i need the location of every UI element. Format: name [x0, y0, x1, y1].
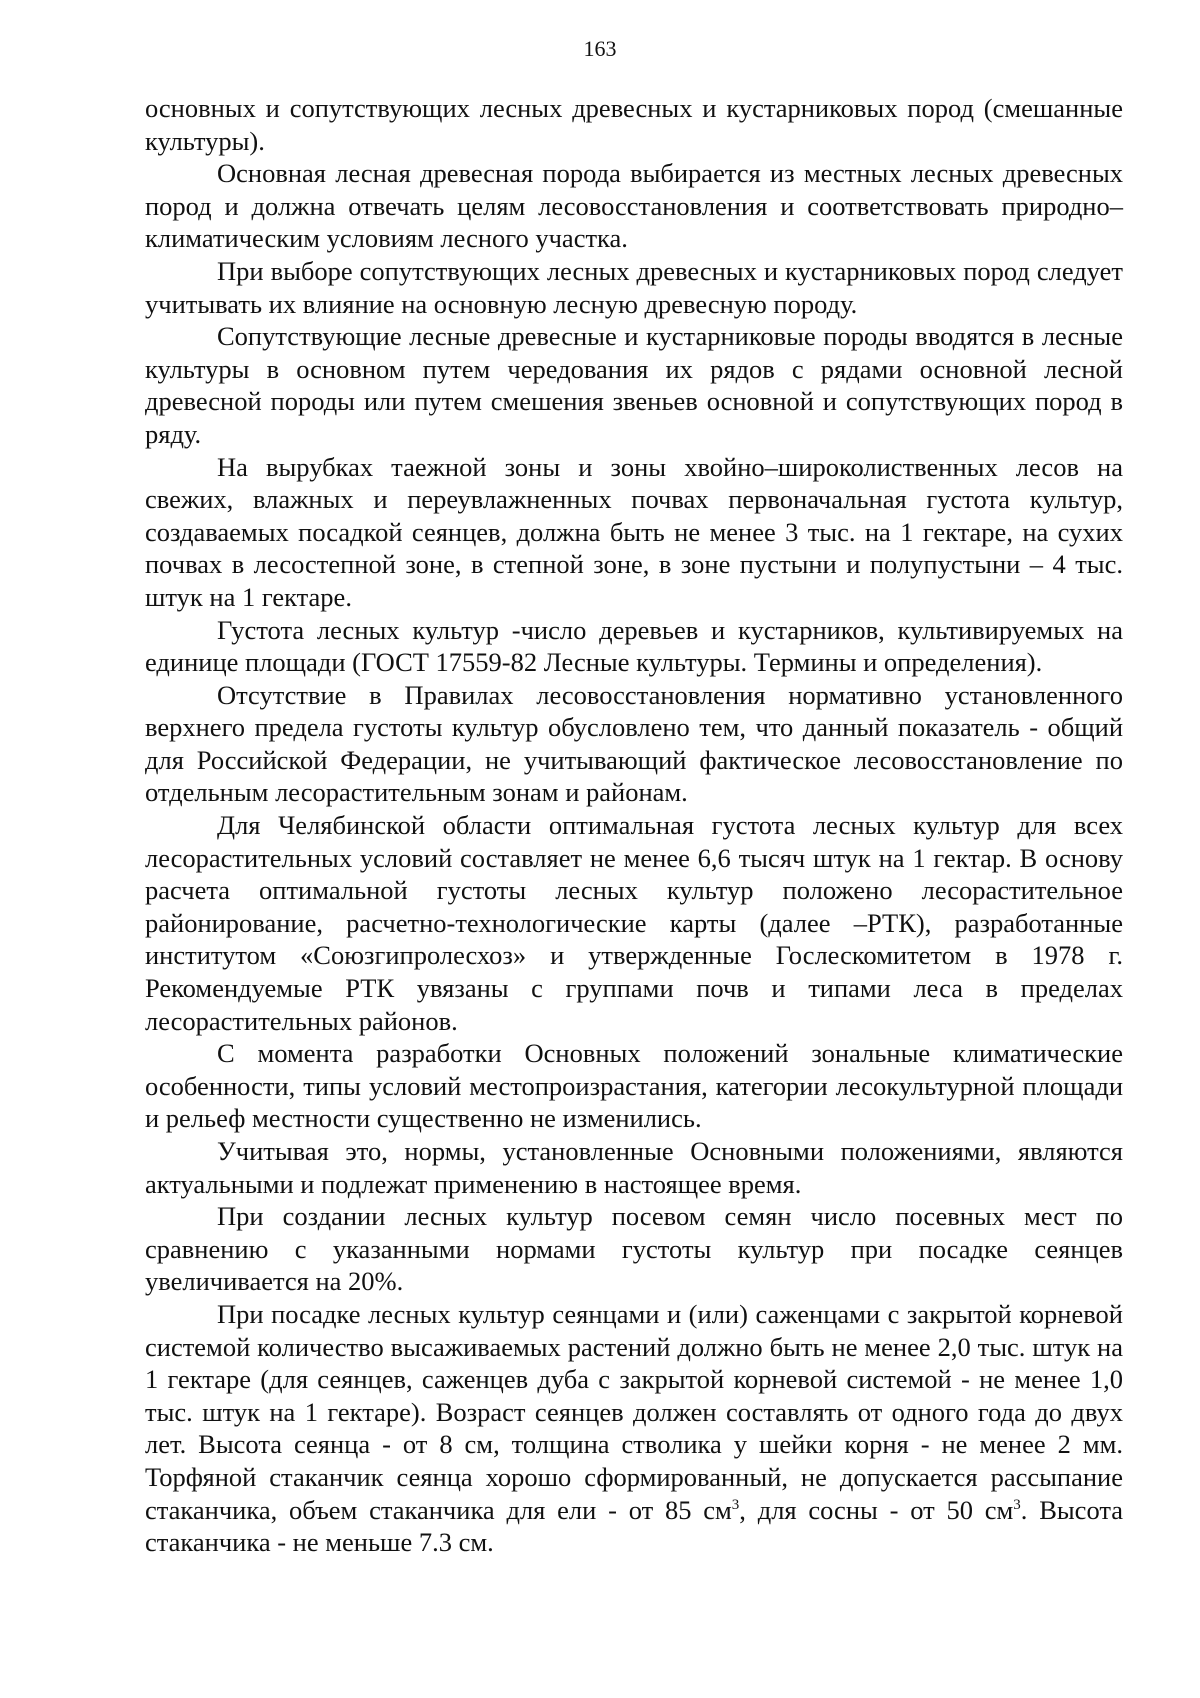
paragraph-text: . Высота стаканчика - не меньше 7.3 см. — [145, 1494, 1124, 1558]
superscript: 3 — [731, 1496, 740, 1513]
paragraph: Основная лесная древесная порода выбирается из местных лесных древесных пород и должна отвечать целям лесовосстановления и соответствовать природно–климатическим условиям лесного участка. — [145, 158, 1123, 254]
paragraph: Отсутствие в Правилах лесовосстановления нормативно установленного верхнего предела густоты культур обусловлено тем, что данный показатель - общий для Российской Федерации, не учитывающий фактическое лесовосстановление по отдельным лесорастительным зонам и районам. — [145, 679, 1123, 808]
paragraph-last — [145, 1298, 1123, 1559]
paragraph: С момента разработки Основных положений зональные климатические особенности, типы условий местопроизрастания, категории лесокультурной площади и рельеф местности существенно не изменились. — [145, 1038, 1123, 1134]
superscript: 3 — [1013, 1496, 1021, 1513]
paragraph: При выборе сопутствующих лесных древесных и кустарниковых пород следует учитывать их влияние на основную лесную древесную породу. — [145, 255, 1123, 319]
paragraph: Сопутствующие лесные древесные и кустарниковые породы вводятся в лесные культуры в основном путем чередования их рядов с рядами основной лесной древесной породы или путем смешения звеньев основной и сопутствующих пород в ряду. — [145, 321, 1123, 449]
paragraph: Для Челябинской области оптимальная густота лесных культур для всех лесорастительных условий составляет не менее 6,6 тысяч штук на 1 гектар. В основу расчета оптимальной густоты лесных культур положено лесорастительное районирование, расчетно-технологические карты (далее –РТК), разработанные институтом «Союзгипролесхоз» и утвержденные Гослескомитетом в 1978 г. Рекомендуемые РТК увязаны с группами почв и типами леса в пределах лесорастительных районов. — [145, 810, 1123, 1036]
document-body — [145, 92, 1123, 1559]
page-number: 163 — [583, 36, 617, 61]
paragraph-text: , для сосны - от 50 см — [739, 1494, 1014, 1525]
paragraph: основных и сопутствующих лесных древесных и кустарниковых пород (смешанные культуры). — [145, 93, 1123, 156]
paragraph: При создании лесных культур посевом семян число посевных мест по сравнению с указанными нормами густоты культур при посадке сеянцев увеличивается на 20%. — [145, 1201, 1123, 1297]
paragraph: На вырубках таежной зоны и зоны хвойно–широколиственных лесов на свежих, влажных и переувлажненных почвах первоначальная густота культур, создаваемых посадкой сеянцев, должна быть не менее 3 тыс. на 1 гектаре, на сухих почвах в лесостепной зоне, в степной зоне, в зоне пустыни и полупустыни – 4 тыс. штук на 1 гектаре. — [145, 451, 1123, 612]
paragraph-text: При посадке лесных культур сеянцами и (или) саженцами с закрытой корневой системой количество высаживаемых растений должно быть не менее 2,0 тыс. штук на 1 гектаре (для сеянцев, саженцев дуба с закрытой корневой системой - не менее 1,0 тыс. штук на 1 гектаре). Возраст сеянцев должен составлять от одного года до двух лет. Высота сеянца - от 8 см, толщина стволика у шейки корня - не менее 2 мм. Торфяной стаканчик сеянца хорошо сформированный, не допускается рассыпание стаканчика, объем стаканчика для ели - от 85 см — [145, 1298, 1123, 1525]
paragraph: Густота лесных культур -число деревьев и кустарников, культивируемых на единице площади (ГОСТ 17559-82 Лесные культуры. Термины и определения). — [145, 614, 1123, 678]
paragraph: Учитывая это, нормы, установленные Основными положениями, являются актуальными и подлежат применению в настоящее время. — [145, 1136, 1123, 1199]
